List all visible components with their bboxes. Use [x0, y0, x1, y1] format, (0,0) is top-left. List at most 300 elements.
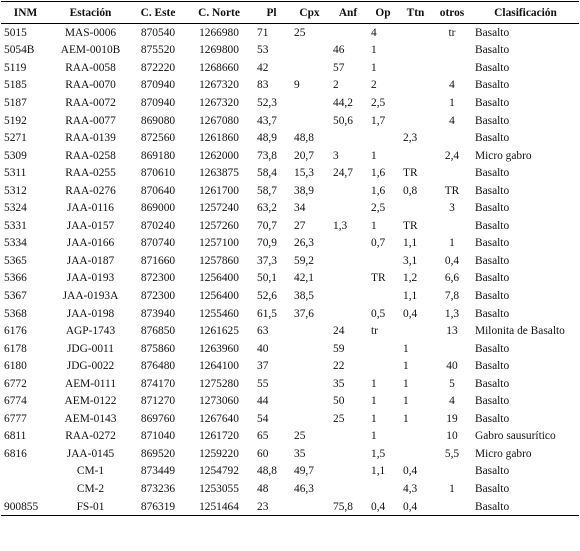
cell-ttn: 1	[403, 377, 409, 390]
table-row	[1, 357, 579, 375]
cell-estacion: JAA-0166	[66, 237, 115, 250]
cell-op: 1	[371, 395, 377, 408]
cell-c-este: 871660	[140, 254, 176, 267]
cell-c-este: 871270	[140, 395, 176, 408]
cell-clasificacion: Basalto	[475, 61, 510, 74]
table-row	[1, 392, 579, 410]
cell-c-este: 872560	[140, 132, 176, 145]
cell-cpx: 38,9	[294, 184, 314, 197]
cell-anf: 22	[333, 360, 345, 373]
cell-clasificacion: Basalto	[475, 44, 510, 57]
cell-clasificacion: Basalto	[475, 272, 510, 285]
cell-c-este: 870240	[140, 219, 176, 232]
cell-inm: 5185	[4, 79, 27, 92]
cell-estacion: RAA-0272	[65, 430, 116, 443]
table-row	[1, 375, 579, 393]
cell-ttn: 0,4	[403, 307, 418, 320]
cell-otros	[432, 42, 472, 60]
cell-inm: 5192	[4, 114, 27, 127]
cell-cpx: 49,7	[294, 465, 314, 478]
cell-op: 0,7	[371, 237, 386, 250]
cell-cpx: 37,6	[294, 307, 314, 320]
cell-otros: TR	[444, 184, 460, 197]
cell-estacion: RAA-0276	[65, 184, 116, 197]
cell-clasificacion: Basalto	[475, 307, 510, 320]
header-pl: Pl	[253, 2, 290, 24]
cell-estacion: AEM-0143	[64, 412, 117, 425]
cell-c-norte: 1253055	[199, 482, 239, 495]
cell-ttn: 2,3	[403, 132, 418, 145]
cell-otros: 3	[449, 202, 455, 215]
cell-op	[367, 357, 399, 375]
cell-pl: 63,2	[257, 202, 277, 215]
cell-clasificacion: Basalto	[475, 132, 510, 145]
cell-cpx: 9	[294, 79, 300, 92]
cell-estacion: RAA-0070	[65, 79, 116, 92]
cell-cpx: 48,8	[294, 132, 314, 145]
cell-pl: 37	[257, 360, 269, 373]
cell-cpx	[290, 94, 329, 112]
cell-op	[367, 480, 399, 498]
cell-clasificacion: Basalto	[472, 498, 579, 516]
cell-c-norte: 1261860	[199, 132, 239, 145]
cell-clasificacion: Basalto	[475, 465, 510, 478]
cell-otros: 4	[449, 79, 455, 92]
cell-c-norte: 1261625	[199, 325, 239, 338]
cell-cpx: 59,2	[294, 254, 314, 267]
cell-clasificacion: Basalto	[475, 377, 510, 390]
cell-anf	[329, 480, 367, 498]
cell-ttn: 1	[403, 342, 409, 355]
cell-inm: 5366	[4, 272, 27, 285]
cell-c-norte: 1256400	[199, 272, 239, 285]
cell-c-norte: 1273060	[199, 395, 239, 408]
cell-estacion: AEM-0122	[64, 395, 117, 408]
cell-pl: 43,7	[257, 114, 277, 127]
cell-pl: 52,3	[257, 96, 277, 109]
cell-otros: 5,5	[444, 447, 460, 460]
cell-op: 1,6	[371, 167, 386, 180]
cell-op: 1,5	[371, 447, 386, 460]
table-row	[1, 287, 579, 305]
cell-cpx	[290, 42, 329, 60]
cell-anf: 3	[333, 149, 339, 162]
cell-estacion: JAA-0145	[66, 447, 115, 460]
cell-pl: 42	[257, 61, 269, 74]
cell-otros: 10	[446, 430, 458, 443]
cell-pl: 48,8	[257, 465, 277, 478]
cell-anf	[329, 463, 367, 481]
cell-c-este: 869000	[140, 202, 176, 215]
cell-c-este: 869520	[140, 447, 176, 460]
table-row	[1, 270, 579, 288]
cell-pl: 37,3	[257, 254, 277, 267]
cell-cpx: 35	[294, 447, 306, 460]
table-row	[1, 340, 579, 358]
table-row	[1, 252, 579, 270]
cell-ttn	[399, 94, 432, 112]
cell-ttn: 4,3	[403, 482, 418, 495]
cell-otros: 4	[449, 395, 455, 408]
cell-otros	[432, 129, 472, 147]
cell-clasificacion: Basalto	[475, 202, 510, 215]
cell-otros: 6,6	[444, 272, 460, 285]
cell-estacion: JAA-0157	[66, 219, 115, 232]
cell-c-norte: 1255460	[199, 307, 239, 320]
cell-clasificacion: Basalto	[475, 237, 510, 250]
cell-ttn	[399, 322, 432, 340]
cell-c-este: 870540	[140, 26, 176, 39]
table-row	[1, 305, 579, 323]
cell-pl: 50,1	[257, 272, 277, 285]
cell-op: 1	[371, 377, 377, 390]
cell-inm: 5015	[4, 26, 27, 39]
cell-c-este: 876319	[131, 498, 185, 516]
cell-c-norte: 1266980	[199, 26, 239, 39]
cell-ttn: 0,4	[403, 465, 418, 478]
header-row	[1, 2, 579, 24]
cell-cpx	[290, 410, 329, 428]
cell-otros: 5	[449, 377, 455, 390]
cell-anf: 44,2	[333, 96, 353, 109]
cell-anf	[329, 129, 367, 147]
cell-pl: 44	[257, 395, 269, 408]
cell-ttn	[399, 199, 432, 217]
cell-cpx	[290, 375, 329, 393]
table-row	[1, 322, 579, 340]
cell-pl: 73,8	[257, 149, 277, 162]
cell-ttn	[399, 112, 432, 130]
cell-estacion: RAA-0058	[65, 61, 116, 74]
cell-op: 1	[371, 44, 377, 57]
cell-inm: 6811	[4, 430, 27, 443]
cell-inm: 5331	[4, 219, 27, 232]
cell-c-norte: 1267080	[199, 114, 239, 127]
cell-ttn: TR	[403, 219, 418, 232]
cell-inm: 5367	[4, 289, 27, 302]
cell-c-este: 876850	[140, 325, 176, 338]
cell-anf	[329, 182, 367, 200]
cell-op	[367, 287, 399, 305]
cell-anf: 50,6	[333, 114, 353, 127]
header-otros: otros	[432, 2, 472, 24]
cell-c-norte: 1256400	[199, 289, 239, 302]
cell-cpx	[290, 322, 329, 340]
cell-c-este: 873449	[140, 465, 176, 478]
cell-c-norte: 1257240	[199, 202, 239, 215]
cell-pl: 55	[257, 377, 269, 390]
cell-clasificacion: Basalto	[475, 26, 510, 39]
cell-pl: 54	[257, 412, 269, 425]
cell-pl: 71	[257, 26, 269, 39]
cell-clasificacion: Micro gabro	[475, 149, 532, 162]
cell-clasificacion: Basalto	[475, 360, 510, 373]
cell-inm: 5368	[4, 307, 27, 320]
cell-inm: 5119	[4, 61, 27, 74]
cell-c-norte: 1268660	[199, 61, 239, 74]
cell-cpx: 34	[294, 202, 306, 215]
cell-clasificacion: Basalto	[475, 482, 510, 495]
cell-c-este: 873940	[140, 307, 176, 320]
cell-anf	[329, 445, 367, 463]
cell-clasificacion: Basalto	[475, 395, 510, 408]
table-body	[1, 24, 579, 516]
cell-clasificacion: Basalto	[475, 114, 510, 127]
cell-ttn	[399, 42, 432, 60]
cell-op: 1,6	[371, 184, 386, 197]
cell-anf: 59	[333, 342, 345, 355]
table-row	[1, 445, 579, 463]
cell-estacion: MAS-0006	[64, 26, 117, 39]
cell-c-norte: 1257860	[199, 254, 239, 267]
cell-anf: 75,8	[329, 498, 367, 516]
cell-estacion: CM-1	[76, 465, 105, 478]
header-inm: INM	[1, 2, 50, 24]
cell-c-norte: 1267320	[199, 79, 239, 92]
table-row	[1, 480, 579, 498]
cell-c-este: 875860	[140, 342, 176, 355]
cell-estacion: RAA-0139	[65, 132, 116, 145]
cell-inm: 5054B	[4, 44, 35, 57]
cell-c-norte: 1261700	[199, 184, 239, 197]
cell-pl: 48	[257, 482, 269, 495]
cell-cpx: 27	[294, 219, 306, 232]
cell-inm: 6774	[4, 395, 27, 408]
cell-pl: 52,6	[257, 289, 277, 302]
cell-ttn: 1,2	[403, 272, 418, 285]
cell-c-norte: 1262000	[199, 149, 239, 162]
cell-op: TR	[371, 272, 386, 285]
cell-c-este: 870640	[140, 184, 176, 197]
cell-cpx	[290, 357, 329, 375]
cell-c-norte: 1254792	[199, 465, 239, 478]
cell-cpx	[290, 392, 329, 410]
cell-otros: 1	[449, 482, 455, 495]
cell-c-norte: 1269800	[199, 44, 239, 57]
table-row	[1, 129, 579, 147]
cell-anf: 50	[333, 395, 345, 408]
cell-otros: tr	[448, 26, 456, 39]
cell-estacion: RAA-0255	[65, 167, 116, 180]
cell-ttn: 1	[403, 360, 409, 373]
cell-c-este: 870940	[140, 96, 176, 109]
cell-op: 1	[371, 219, 377, 232]
cell-estacion: AEM-0111	[64, 377, 117, 390]
cell-cpx	[290, 59, 329, 77]
cell-c-este: 876480	[140, 360, 176, 373]
cell-anf: 24,7	[333, 167, 353, 180]
header-c-norte: C. Norte	[185, 2, 253, 24]
cell-anf: 35	[333, 377, 345, 390]
cell-pl: 48,9	[257, 132, 277, 145]
cell-anf	[329, 24, 367, 42]
table-row	[1, 182, 579, 200]
cell-anf	[329, 252, 367, 270]
header-clasificacion: Clasificación	[472, 2, 579, 24]
cell-inm: 5187	[4, 96, 27, 109]
cell-estacion: RAA-0072	[65, 96, 116, 109]
cell-c-este: 869180	[140, 149, 176, 162]
cell-op: 0,4	[367, 498, 399, 516]
cell-inm: 6176	[4, 325, 27, 338]
cell-cpx: 38,5	[294, 289, 314, 302]
cell-otros: 19	[446, 412, 458, 425]
cell-pl: 61,5	[257, 307, 277, 320]
petrography-table	[1, 1, 579, 516]
cell-op: 0,5	[371, 307, 386, 320]
cell-estacion: CM-2	[76, 482, 105, 495]
cell-cpx: 20,7	[294, 149, 314, 162]
cell-op: 1,7	[371, 114, 386, 127]
cell-ttn: 0,4	[399, 498, 432, 516]
cell-ttn: 0,8	[403, 184, 418, 197]
cell-clasificacion: Basalto	[475, 167, 510, 180]
table-row	[1, 24, 579, 42]
cell-anf: 57	[333, 61, 345, 74]
cell-cpx: 15,3	[294, 167, 314, 180]
cell-otros: 40	[446, 360, 458, 373]
cell-pl: 60	[257, 447, 269, 460]
cell-anf	[329, 287, 367, 305]
cell-op: 1	[371, 149, 377, 162]
cell-ttn: 1,1	[403, 289, 418, 302]
table-row	[1, 164, 579, 182]
cell-anf	[329, 270, 367, 288]
cell-ttn: 1	[403, 395, 409, 408]
cell-pl: 65	[257, 430, 269, 443]
table-row	[1, 59, 579, 77]
cell-c-norte: 1263875	[199, 167, 239, 180]
cell-inm	[1, 463, 50, 481]
cell-cpx: 25	[294, 430, 306, 443]
cell-anf	[329, 235, 367, 253]
cell-clasificacion: Basalto	[475, 289, 510, 302]
cell-estacion: JAA-0193A	[62, 289, 119, 302]
cell-otros: 0,4	[444, 254, 460, 267]
cell-inm: 6816	[4, 447, 27, 460]
cell-c-norte: 1267640	[199, 412, 239, 425]
cell-op	[367, 129, 399, 147]
cell-clasificacion: Basalto	[475, 342, 510, 355]
cell-pl: 70,9	[257, 237, 277, 250]
cell-c-este: 869080	[140, 114, 176, 127]
cell-inm: 5309	[4, 149, 27, 162]
cell-op: 1	[371, 61, 377, 74]
cell-otros	[432, 59, 472, 77]
cell-c-este: 872220	[140, 61, 176, 74]
cell-ttn: 1,1	[403, 237, 418, 250]
cell-inm: 6772	[4, 377, 27, 390]
cell-op	[367, 340, 399, 358]
cell-clasificacion: Basalto	[475, 254, 510, 267]
cell-op: 2	[371, 79, 377, 92]
cell-ttn	[399, 147, 432, 165]
cell-clasificacion: Milonita de Basalto	[475, 325, 565, 338]
header-c-este: C. Este	[131, 2, 185, 24]
cell-anf	[329, 199, 367, 217]
cell-pl: 83	[257, 79, 269, 92]
cell-c-este: 871040	[140, 430, 176, 443]
cell-anf: 24	[333, 325, 345, 338]
cell-otros: 13	[446, 325, 458, 338]
cell-estacion: FS-01	[50, 498, 131, 516]
cell-c-este: 872300	[140, 289, 176, 302]
cell-anf	[329, 428, 367, 446]
cell-cpx: 26,3	[294, 237, 314, 250]
cell-estacion: JDG-0011	[66, 342, 115, 355]
cell-inm: 6178	[4, 342, 27, 355]
cell-clasificacion: Basalto	[475, 96, 510, 109]
cell-otros: 4	[449, 114, 455, 127]
cell-anf: 25	[333, 412, 345, 425]
cell-c-este: 870610	[140, 167, 176, 180]
table-row	[1, 410, 579, 428]
cell-op: tr	[371, 325, 378, 338]
cell-anf	[329, 305, 367, 323]
header-anf: Anf	[329, 2, 367, 24]
table-row	[1, 498, 579, 516]
cell-ttn: 1	[403, 412, 409, 425]
cell-c-norte: 1264100	[199, 360, 239, 373]
table-row	[1, 235, 579, 253]
cell-estacion: RAA-0077	[65, 114, 116, 127]
cell-estacion: JAA-0116	[66, 202, 115, 215]
cell-anf: 46	[333, 44, 345, 57]
table-row	[1, 199, 579, 217]
cell-inm	[1, 480, 50, 498]
cell-otros: 1	[449, 96, 455, 109]
table-row	[1, 112, 579, 130]
cell-ttn: 3,1	[403, 254, 418, 267]
cell-otros: 1	[449, 237, 455, 250]
cell-cpx	[290, 112, 329, 130]
cell-c-norte: 1259220	[199, 447, 239, 460]
cell-clasificacion: Basalto	[475, 79, 510, 92]
table-row	[1, 463, 579, 481]
cell-c-este: 875520	[140, 44, 176, 57]
header-ttn: Ttn	[399, 2, 432, 24]
table-row	[1, 428, 579, 446]
cell-pl: 58,7	[257, 184, 277, 197]
cell-clasificacion: Basalto	[475, 412, 510, 425]
cell-otros	[432, 498, 472, 516]
table-header	[1, 2, 579, 24]
cell-otros: 7,8	[444, 289, 460, 302]
cell-ttn	[399, 428, 432, 446]
cell-estacion: JAA-0193	[66, 272, 115, 285]
table-row	[1, 217, 579, 235]
cell-estacion: RAA-0258	[65, 149, 116, 162]
cell-anf: 1,3	[333, 219, 348, 232]
cell-estacion: JAA-0187	[66, 254, 115, 267]
cell-op: 1	[371, 430, 377, 443]
cell-op: 2,5	[371, 96, 386, 109]
cell-inm: 6180	[4, 360, 27, 373]
cell-cpx	[290, 340, 329, 358]
cell-op	[367, 252, 399, 270]
cell-c-norte: 1257100	[199, 237, 239, 250]
cell-otros	[432, 164, 472, 182]
cell-otros	[432, 463, 472, 481]
cell-ttn	[399, 59, 432, 77]
cell-op: 2,5	[371, 202, 386, 215]
cell-inm: 5334	[4, 237, 27, 250]
cell-clasificacion: Gabro sausurítico	[475, 430, 556, 443]
cell-c-norte: 1263960	[199, 342, 239, 355]
cell-estacion: JDG-0022	[66, 360, 115, 373]
cell-c-este: 873236	[140, 482, 176, 495]
cell-anf: 2	[333, 79, 339, 92]
